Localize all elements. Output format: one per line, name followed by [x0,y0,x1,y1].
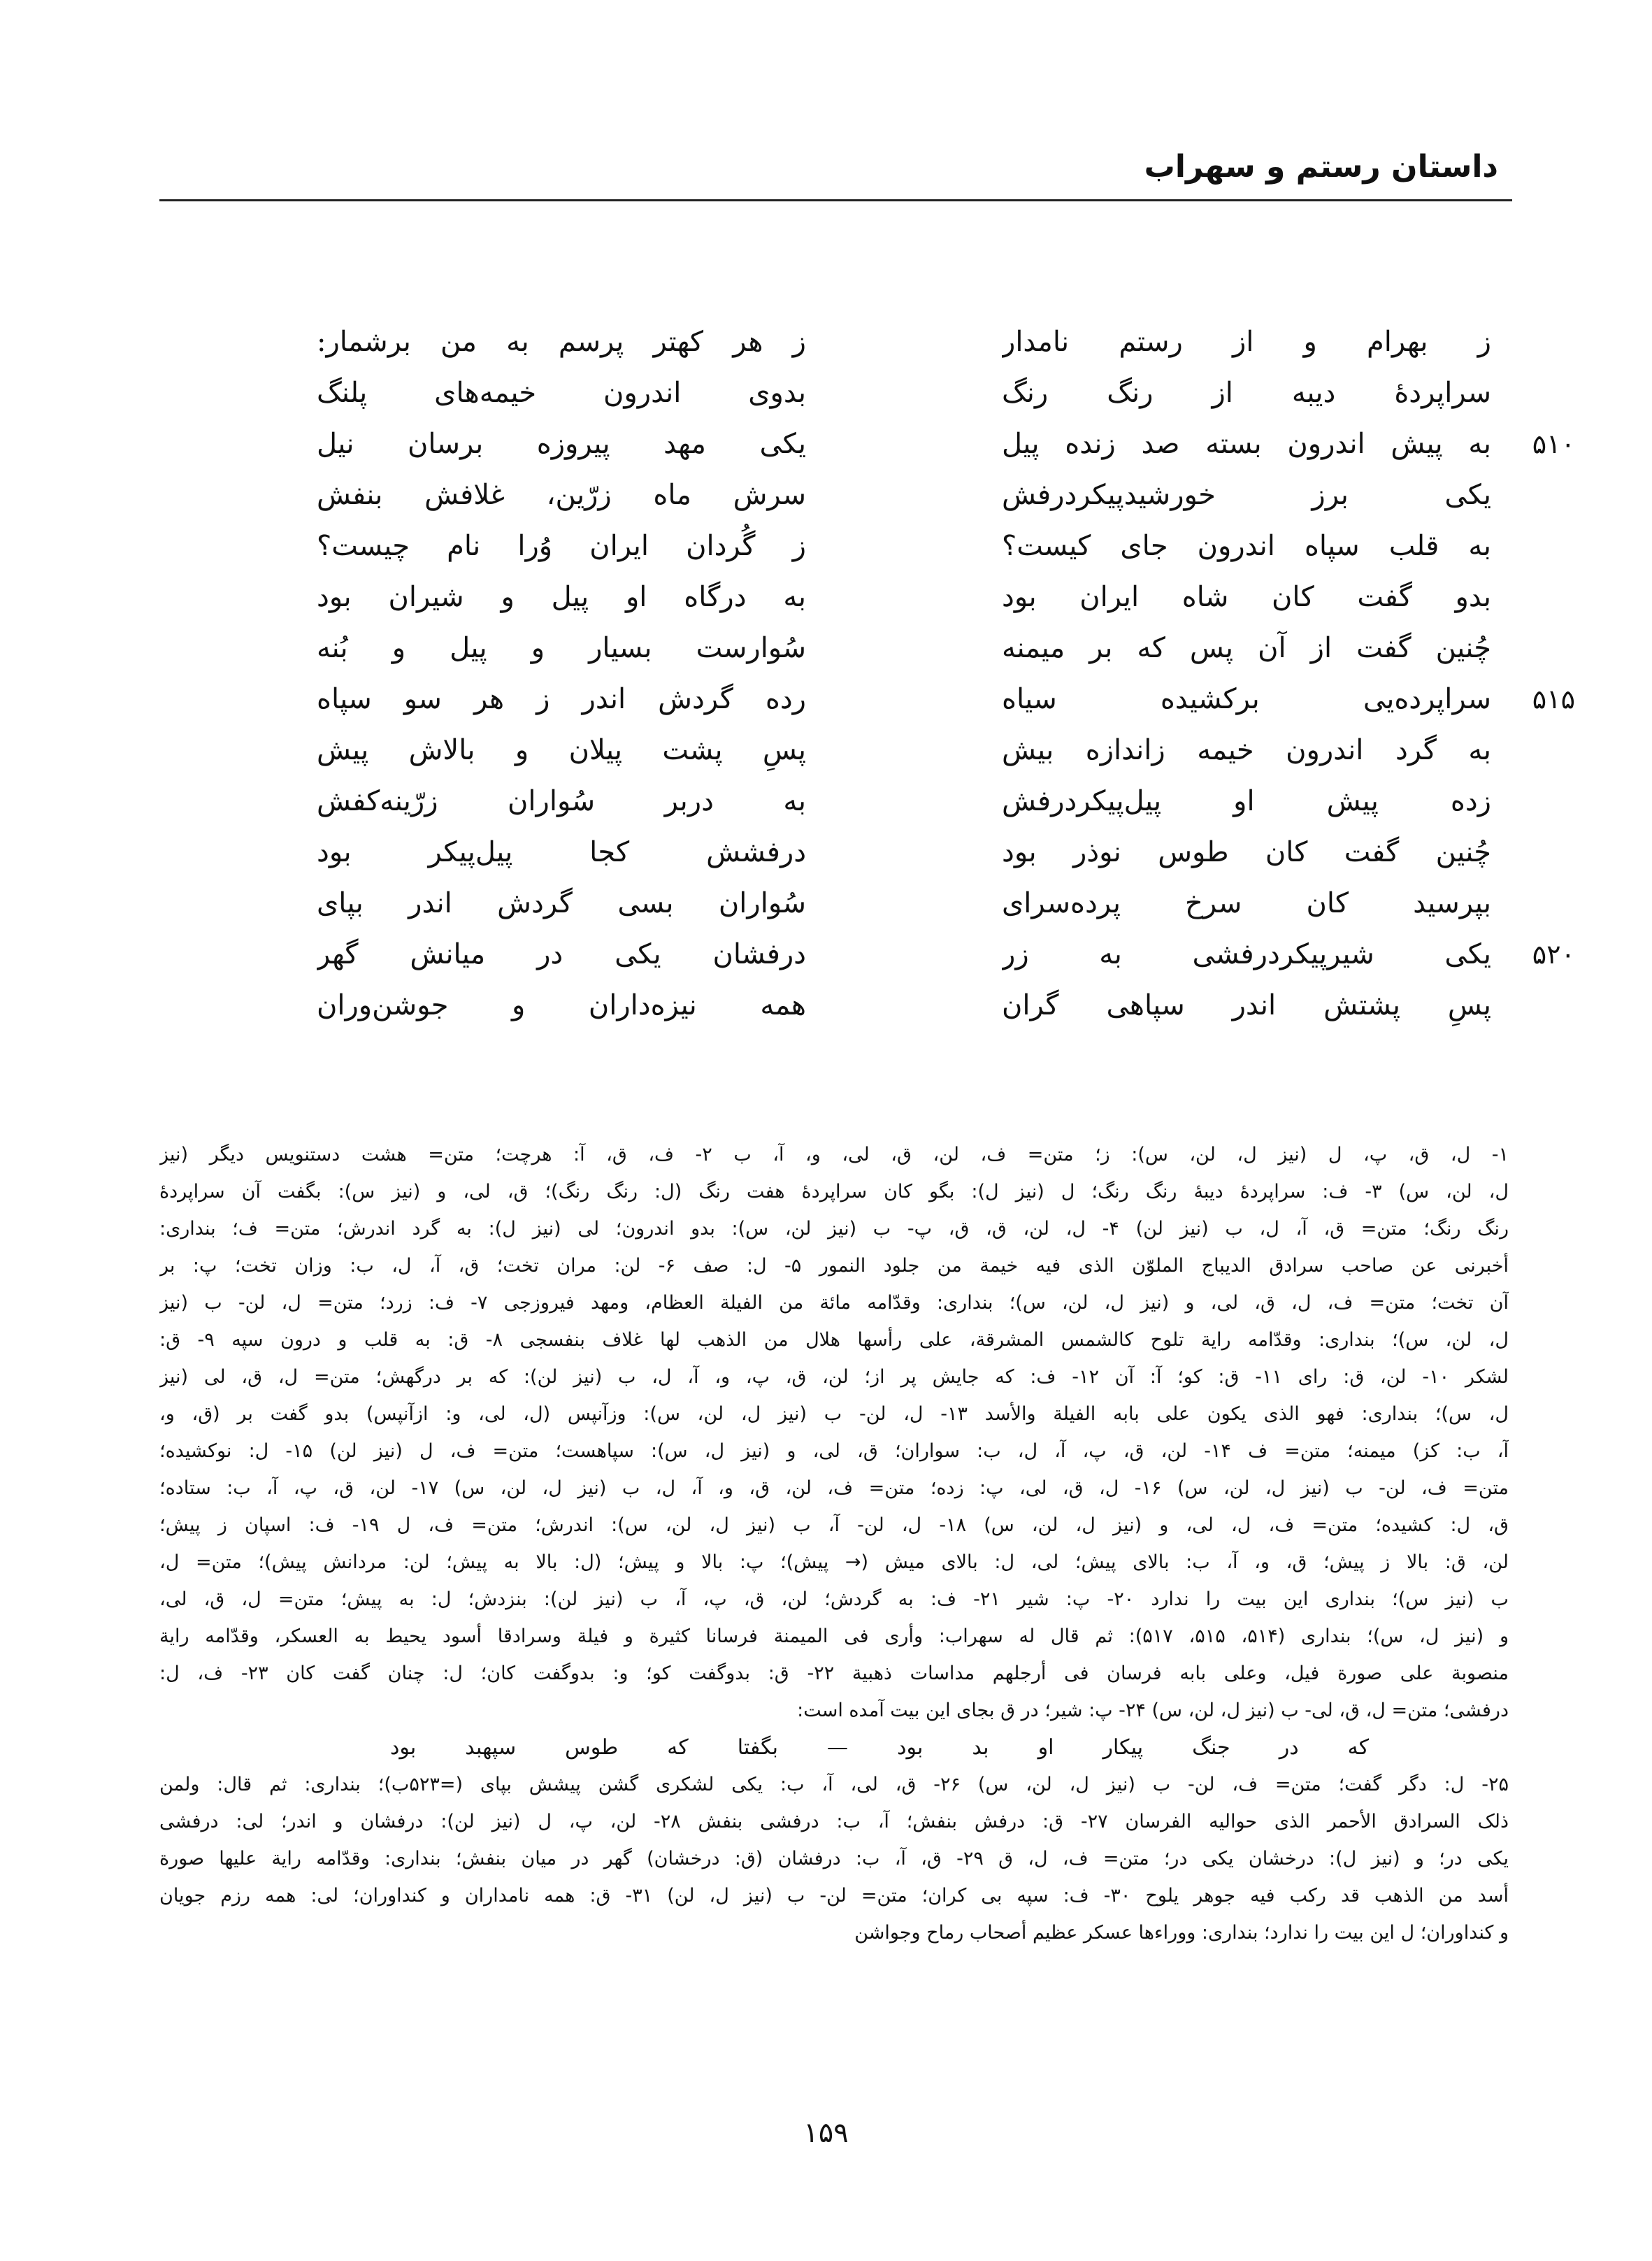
page-number: ۱۵۹ [803,2117,849,2149]
footnote-line: یکی در؛ و (نیز ل): درخشان یکی در؛ متن= ف، ل، ق ۲۹- ق، آ، ب: درفشان (ق: درخشان) گهر در میان بنفش؛ بنداری: وقدّامه رایة علیها صورة [159,1848,1509,1869]
verse-number: ۵۲۰ [1532,939,1575,970]
footnote-line: ل، لن، س) ۳- ف: سراپردهٔ دیبهٔ رنگ رنگ؛ ل (نیز ل): بگو کان سراپردهٔ هفت رنگ (ل: رنگ رنگ)؛ ق، لی، و (نیز س): بگفت آن سراپردهٔ [159,1181,1509,1203]
verse-row [177,982,1491,1029]
verse-row [177,675,1575,723]
footnote-line: منصوبة علی صورة فیل، وعلی بابه فرسان فی أرجلهم مداسات ذهبیة ۲۲- ق: بدوگفت کو؛ و: بدوگفت کان؛ ل: چنان گفت کان ۲۳- ف، ل: [159,1663,1509,1684]
verse-number: ۵۱۵ [1532,684,1575,715]
hemistich-first: چُنین گفت از آن پس که بر میمنه [1002,632,1491,664]
verse-row [177,471,1491,519]
verse-row [177,369,1491,417]
footnote-line: أسد من الذهب قد رکب فیه جوهر یلوح ۳۰- ف: سپه بی کران؛ متن= لن- ب (نیز ل، لن) ۳۱- ق: همه نامداران و کنداوران؛ لی: همه رزم جویان [159,1885,1509,1907]
verse-number: ۵۱۰ [1532,429,1575,459]
footnote-line: ب (نیز س)؛ بنداری این بیت را ندارد ۲۰- پ: شیر ۲۱- ف: به گردش؛ لن، ق، پ، آ، ب (نیز لن): بنزدش؛ ل: به پیش؛ متن= ل، ق، لی، [159,1588,1509,1610]
hemistich-first: یکی شیرپیکردرفشی به زر [1002,938,1491,970]
hemistich-second: درفشان یکی در میانش گهر [317,938,806,970]
footnote-line: و (نیز ل، س)؛ بنداری (۵۱۴، ۵۱۵، ۵۱۷): ثم قال له سهراب: وأری فی المیمنة فرسانا کثیرة و فیلة وسرادقا أسود یحیط به العسکر، وقدّامه رایة [159,1625,1509,1647]
hemistich-first: به پیش اندرون بسته صد زنده پیل [1002,428,1491,460]
verse-row [177,880,1491,927]
running-title: داستان رستم و سهراب [1144,149,1498,185]
footnote-line: لن، ق: بالا ز پیش؛ ق، و، آ، ب: بالای پیش؛ لی، ل: بالای میش (→ پیش)؛ پ: بالا و پیش؛ (ل: بالا به پیش؛ لن: مردانش پیش)؛ متن= ل، [159,1551,1509,1573]
verse-row [177,522,1491,570]
verse-row [177,777,1491,825]
footnote-line: أخبرنی عن صاحب سرادق الدیباج الملوّن الذی فیه خیمة من جلود النمور ۵- ل: صف ۶- لن: مران تخت؛ ق، آ، ل، ب: وزان تخت؛ پ: بر [159,1255,1509,1277]
hemistich-second: به دربر سُواران زرّینه‌کفش [317,785,806,817]
hemistich-first: به قلب سپاه اندرون جای کیست؟ [1002,530,1491,562]
hemistich-first: سراپردهٔ دیبه از رنگ رنگ [1002,377,1491,409]
verse-row [177,573,1491,621]
hemistich-first: یکی برز خورشیدپیکردرفش [1002,479,1491,511]
poem-verses [177,318,1575,1073]
verse-row [177,726,1491,774]
verse-row [177,624,1491,672]
hemistich-second: سُواران بسی گردش اندر بپای [317,887,806,919]
hemistich-second: سُوارست بسیار و پیل و بُنه [317,632,806,664]
hemistich-first: به گرد اندرون خیمه زاندازه بیش [1002,734,1491,766]
footnote-line: متن= ف، لن- ب (نیز ل، لن، س) ۱۶- ل، ق، لی، پ: زده؛ متن= ف، لن، ق، و، آ، ل، ب (نیز ل، لن، س) ۱۷- لن، ق، پ، آ، ب: ستاده؛ [159,1477,1509,1499]
hemistich-first: زده پیش او پیل‌پیکردرفش [1002,785,1491,817]
hemistich-second: ز هر کهتر پرسم به من برشمار: [317,326,806,358]
hemistich-second: بدوی اندرون خیمه‌های پلنگ [317,377,806,409]
footnote-line: درفشی؛ متن= ل، ق، لی- ب (نیز ل، لن، س) ۲۴- پ: شیر؛ در ق بجای این بیت آمده است: [797,1700,1509,1721]
hemistich-second: ز گُردان ایران وُرا نام چیست؟ [317,530,806,562]
hemistich-first: بدو گفت کان شاه ایران بود [1002,581,1491,613]
footnote-quoted-verse: که در جنگ پیکار او بد بود — بگفتا که طوس سپهبد بود [390,1735,1369,1760]
footnote-line: ۲۵- ل: دگر گفت؛ متن= ف، لن- ب (نیز ل، لن، س) ۲۶- ق، لی، آ، ب: یکی لشکری گشن پیشش بپای (=۵۲۳ب)؛ بنداری: ثم قال: ولمن [159,1774,1509,1795]
hemistich-first: چُنین گفت کان طوس نوذر بود [1002,836,1491,868]
hemistich-second: سرش ماه زرّین، غلافش بنفش [317,479,806,511]
footnote-line: لشکر ۱۰- لن، ق: رای ۱۱- ق: کو؛ آ: آن ۱۲- ف: که جایش پر از؛ لن، ق، پ، و، آ، ل، ب (نیز لن): که بر درگهش؛ متن= ل، ق، لی (نیز [159,1366,1509,1388]
footnotes [159,1136,1509,2080]
hemistich-first: بپرسید کان سرخ پرده‌سرای [1002,887,1491,919]
footnote-line: ل، لن، س)؛ بنداری: وقدّامه رایة تلوح کالشمس المشرقة، علی رأسها هلال من الذهب لها غلاف بنفسجی ۸- ق: به قلب و درون سپه ۹- ق: [159,1329,1509,1351]
footnote-line: ذلک السرادق الأحمر الذی حوالیه الفرسان ۲۷- ق: درفش بنفش؛ آ، ب: درفشی بنفش ۲۸- لن، پ، ل (نیز لن): درفشان و اندر؛ لی: درفشی [159,1811,1509,1832]
hemistich-second: یکی مهد پیروزه برسان نیل [317,428,806,460]
hemistich-second: همه نیزه‌داران و جوشن‌وران [317,989,806,1021]
verse-row [177,828,1491,876]
verse-row [177,420,1575,468]
footnote-line: و کنداوران؛ ل این بیت را ندارد؛ بنداری: ووراءها عسکر عظیم أصحاب رماح وجواشن [854,1922,1509,1944]
footnote-line: آ، ب: کز) میمنه؛ متن= ف ۱۴- لن، ق، پ، آ، ل، ب: سواران؛ ق، لی، و (نیز ل، س): سپاهست؛ متن= ف، ل (نیز لن) ۱۵- ل: نوکشیده؛ [159,1440,1509,1462]
footnote-line: ل، س)؛ بنداری: فهو الذی یکون علی بابه الفیلة والأسد ۱۳- ل، لن- ب (نیز ل، لن، س): وزآنپس (ل، لی، و: ازآنپس) بدو گفت بر (ق، و، [159,1403,1509,1425]
hemistich-first: سراپرده‌یی برکشیده سیاه [1002,683,1491,715]
hemistich-second: پسِ پشت پیلان و بالاش پیش [317,734,806,766]
hemistich-first: پسِ پشتش اندر سپاهی گران [1002,989,1491,1021]
hemistich-second: رده گردش اندر ز هر سو سپاه [317,683,806,715]
footnote-line: رنگ رنگ؛ متن= ق، آ، ل، ب (نیز لن) ۴- ل، لن، ق، ق، پ- ب (نیز لن، س): بدو اندرون؛ لی (نیز ل): به گرد اندرش؛ متن= ف؛ بنداری: [159,1218,1509,1240]
verse-row [177,318,1491,366]
hemistich-second: به درگاه او پیل و شیران بود [317,581,806,613]
footnote-line: آن تخت؛ متن= ف، ل، ق، لی، و (نیز ل، لن، س)؛ بنداری: وقدّامه مائة من الفیلة العظام، ومهد فیروزجی ۷- ف: زرد؛ متن= ل، لن- ب (نیز [159,1292,1509,1314]
footnote-line: ۱- ل، ق، پ، ل (نیز ل، لن، س): ز؛ متن= ف، لن، ق، لی، و، آ، ب ۲- ف، ق، آ: هرچت؛ متن= هشت دستنویس دیگر (نیز [159,1144,1509,1165]
page-header [159,143,1512,201]
hemistich-first: ز بهرام و از رستم نامدار [1002,326,1491,358]
hemistich-second: درفشش کجا پیل‌پیکر بود [317,836,806,868]
footnote-line: ق، ل: کشیده؛ متن= ف، ل، لی، و (نیز ل، لن، س) ۱۸- ل، لن- آ، ب (نیز ل، لن، س): اندرش؛ متن= ف، ل ۱۹- ف: اسپان ز پیش؛ [159,1514,1509,1536]
verse-row [177,931,1575,978]
